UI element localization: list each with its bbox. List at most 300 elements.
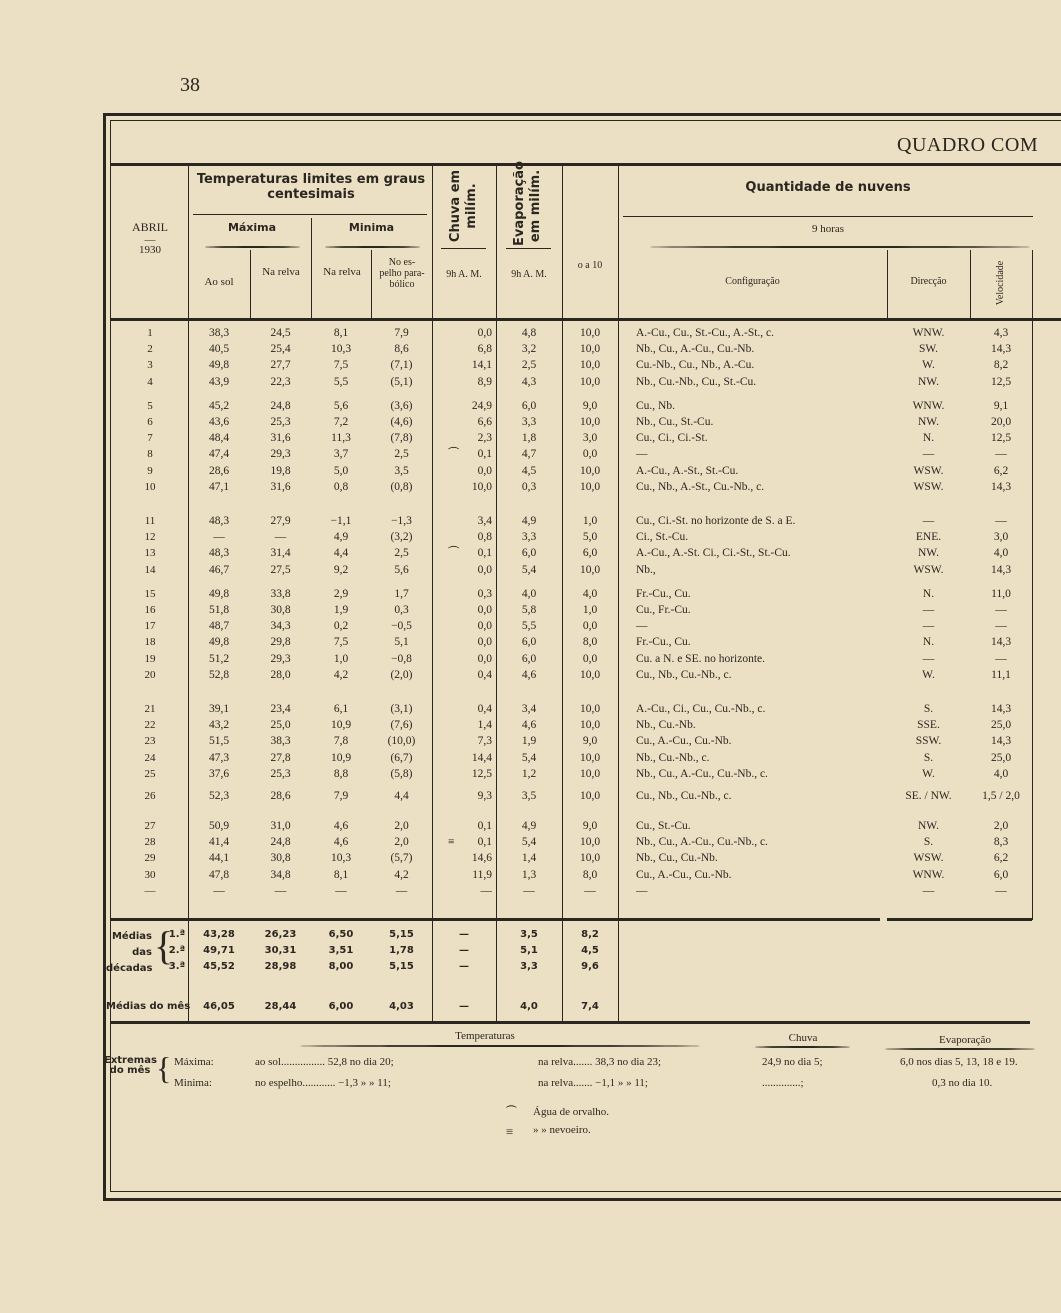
extremas-temp-header: Temperaturas: [455, 1030, 515, 1042]
cell-neb: 10,0: [579, 703, 601, 715]
cell-mrelva: 7,8: [333, 735, 349, 748]
decada-sol: 43,28: [203, 929, 235, 940]
cell-dir: SW.: [918, 343, 939, 356]
decada-neb: 9,6: [581, 961, 599, 972]
col-rule: [618, 165, 619, 1023]
cell-mrelva: 10,9: [330, 751, 352, 764]
cell-neb: 10,0: [579, 480, 601, 493]
extremas-max-chuva: 24,9 no dia 5;: [762, 1056, 823, 1068]
cell-dir: NW.: [918, 416, 939, 428]
cell-esp: 2,5: [394, 547, 409, 560]
extremas-min-espelho: no espelho............ −1,3 » » 11;: [255, 1077, 391, 1089]
cell-dir: SSE.: [917, 719, 940, 732]
cell-mrelva: 5,0: [333, 464, 349, 477]
cell-vel: 4,3: [993, 327, 1009, 339]
cell-neb: 8,0: [582, 636, 598, 649]
cell-chuva: 0,4: [477, 668, 492, 681]
cell-dir: NW.: [918, 547, 939, 560]
cell-evap: 4,6: [521, 719, 537, 732]
nuvens-header: Quantidade de nuvens: [745, 180, 911, 195]
cell-conf: A.-Cu., Ci., Cu., Cu.-Nb., c.: [636, 703, 766, 715]
cell-esp: (0,8): [390, 480, 413, 493]
cell-d: 20: [144, 668, 156, 681]
medias-mes-neb: 7,4: [581, 1001, 599, 1012]
cell-sol: 47,1: [208, 480, 230, 493]
decada-label: 2.ª: [168, 945, 186, 956]
cell-relva: 31,6: [270, 432, 291, 445]
extremas-max-sol: ao sol................ 52,8 no dia 20;: [255, 1056, 394, 1068]
cell-sol: —: [213, 531, 225, 544]
swash: [650, 246, 1030, 248]
extremas-max-evap: 6,0 nos dias 5, 13, 18 e 19.: [900, 1056, 1018, 1068]
cell-evap: 4,3: [521, 375, 537, 388]
cell-evap: 5,4: [521, 751, 537, 764]
row-rule: [623, 216, 1033, 217]
cell-esp: (10,0): [387, 735, 416, 748]
cell-d: 4: [147, 375, 153, 388]
cell-chuva: 0,0: [477, 563, 492, 576]
cell-conf: Nb., Cu., A.-Cu., Cu.-Nb.: [636, 343, 755, 356]
cell-sol: 38,3: [208, 327, 230, 339]
cell-mrelva: 1,9: [333, 604, 349, 616]
cell-chuva: 8,9: [477, 375, 492, 388]
swash: [885, 1048, 1035, 1050]
cell-chuva: 0,0: [477, 620, 492, 633]
cell-evap: 0,3: [521, 480, 537, 493]
decada-label: 3.ª: [168, 961, 186, 972]
cell-relva: 30,8: [270, 604, 291, 616]
extremas-minima-label: Minima:: [174, 1077, 212, 1089]
cell-mrelva: —: [335, 884, 347, 897]
cell-chuva: 0,0: [477, 636, 492, 649]
direccao-header: Direcção: [910, 276, 947, 287]
cell-conf: Nb., Cu., A.-Cu., Cu.-Nb., c.: [636, 767, 768, 780]
cell-vel: 14,3: [990, 563, 1012, 576]
cell-conf: Fr.-Cu., Cu.: [636, 636, 691, 649]
cell-chuva: 7,3: [477, 735, 492, 748]
legend-dew: Água de orvalho.: [533, 1106, 610, 1118]
cell-chuva: 0,0: [477, 652, 492, 665]
cell-evap: 5,8: [521, 604, 537, 616]
decada-evap: 3,3: [520, 961, 538, 972]
cell-conf: Nb., Cu.-Nb., c.: [636, 751, 710, 764]
table-title: QUADRO COM: [897, 134, 1039, 156]
cell-dir: WNW.: [912, 399, 945, 412]
cell-esp: 5,1: [394, 636, 409, 649]
cell-relva: 31,6: [270, 480, 291, 493]
brace: {: [154, 923, 174, 968]
cell-neb: 10,0: [579, 852, 601, 865]
cell-evap: 3,3: [521, 531, 537, 544]
cell-conf: Cu., A.-Cu., Cu.-Nb.: [636, 868, 732, 881]
summary-end-rule: [110, 1021, 1030, 1024]
cell-vel: —: [995, 620, 1007, 633]
cell-neb: 8,0: [582, 868, 598, 881]
cell-esp: (6,7): [390, 751, 413, 764]
cell-sol: 39,1: [208, 703, 230, 715]
temp-header: Temperaturas limites em graus centesimais: [196, 172, 426, 202]
cell-sol: 43,6: [208, 416, 230, 428]
cell-dir: W.: [922, 767, 935, 780]
cell-sol: 46,7: [208, 563, 230, 576]
col-rule: [1032, 320, 1033, 920]
cell-neb: 10,0: [579, 343, 601, 356]
cell-conf: Nb., Cu., A.-Cu., Cu.-Nb., c.: [636, 836, 768, 849]
cell-relva: —: [274, 531, 287, 544]
cell-d: 2: [147, 343, 153, 356]
cell-d: —: [144, 884, 156, 897]
cell-vel: 6,0: [993, 868, 1009, 881]
cell-mrelva: 5,6: [333, 399, 349, 412]
medias-mes-chuva: —: [459, 1001, 469, 1012]
cell-esp: (7,1): [390, 359, 413, 372]
cell-mrelva: 8,8: [333, 767, 349, 780]
cell-d: 16: [144, 604, 156, 616]
decada-esp: 5,15: [389, 961, 414, 972]
cell-relva: 29,3: [270, 652, 291, 665]
cell-evap: 5,5: [521, 620, 537, 633]
cell-d: 7: [147, 432, 153, 445]
cell-chuva: 0,1: [477, 820, 492, 832]
swash: [205, 246, 300, 248]
cell-relva: 27,5: [270, 563, 291, 576]
cell-sol: 47,3: [208, 751, 230, 764]
cell-vel: 11,0: [991, 587, 1011, 600]
medias-mes-relva: 28,44: [264, 1001, 297, 1012]
cell-esp: 4,4: [394, 790, 409, 802]
fog-symbol-icon: ≡: [506, 1124, 514, 1139]
decada-relva: 30,31: [264, 945, 297, 956]
cell-dir: —: [922, 884, 935, 897]
cell-vel: 1,5 / 2,0: [982, 790, 1020, 802]
cell-relva: 23,4: [270, 703, 291, 715]
cell-relva: 34,3: [270, 620, 291, 633]
decada-neb: 4,5: [581, 945, 599, 956]
cell-chuva: 0,3: [477, 587, 492, 600]
cell-esp: (4,6): [390, 416, 413, 428]
month-label: ABRIL: [132, 220, 168, 234]
row-rule: [441, 248, 486, 249]
cell-conf: —: [636, 448, 648, 461]
cell-relva: 24,5: [270, 327, 291, 339]
cell-mrelva: 3,7: [333, 448, 349, 461]
cell-dir: —: [922, 652, 935, 665]
cell-evap: 4,8: [521, 327, 537, 339]
na-relva-min-header: Na relva: [323, 266, 361, 278]
cell-dir: S.: [923, 703, 934, 715]
cell-conf: Cu., Nb., Cu.-Nb., c.: [636, 790, 732, 802]
decada-label: 1.ª: [168, 929, 186, 940]
cell-mrelva: 5,5: [333, 375, 349, 388]
maxima-header: Máxima: [227, 221, 277, 234]
cell-d: 1: [147, 327, 153, 339]
cell-mrelva: 8,1: [333, 868, 349, 881]
cell-relva: 38,3: [270, 735, 291, 748]
cell-mrelva: 7,5: [333, 359, 349, 372]
cell-evap: 4,7: [521, 448, 537, 461]
cell-conf: A.-Cu., A.-St. Ci., Ci.-St., St.-Cu.: [636, 547, 791, 560]
cell-conf: —: [636, 884, 648, 897]
cell-sol: 48,3: [208, 515, 230, 527]
cell-chuva: 3,4: [477, 515, 492, 527]
cell-neb: 1,0: [582, 604, 598, 616]
cell-mrelva: 1,0: [333, 652, 349, 665]
cell-dir: S.: [923, 751, 934, 764]
cell-mrelva: 0,2: [333, 620, 349, 633]
year-dash: —: [144, 234, 156, 246]
cell-dir: SSW.: [915, 735, 942, 748]
cell-vel: 6,2: [993, 852, 1009, 865]
cell-mrelva: 10,9: [330, 719, 352, 732]
cell-conf: Cu., Nb., A.-St., Cu.-Nb., c.: [636, 480, 765, 493]
cell-evap: 1,3: [521, 868, 537, 881]
cell-sol: 43,9: [208, 375, 230, 388]
cell-vel: 14,3: [990, 703, 1012, 715]
decada-evap: 5,1: [520, 945, 538, 956]
cell-d: 11: [144, 515, 156, 527]
cell-evap: 5,4: [521, 836, 537, 849]
cell-evap: 6,0: [521, 547, 537, 560]
cell-chuva: 0,0: [477, 327, 492, 339]
cell-conf: Fr.-Cu., Cu.: [636, 587, 691, 600]
cell-sol: 49,8: [208, 359, 230, 372]
decada-chuva: —: [459, 945, 469, 956]
cell-dir: WNW.: [912, 327, 945, 339]
cell-neb: 10,0: [579, 563, 601, 576]
cell-neb: 0,0: [582, 448, 598, 461]
cell-neb: 10,0: [579, 751, 601, 764]
cell-conf: —: [636, 620, 648, 633]
extremas-chuva-header: Chuva: [788, 1032, 818, 1044]
decada-neb: 8,2: [581, 929, 599, 940]
cell-d: 27: [144, 820, 156, 832]
cell-relva: 34,8: [270, 868, 291, 881]
cell-vel: 8,3: [993, 836, 1009, 849]
cell-evap: 1,8: [521, 432, 537, 445]
cell-d: 21: [144, 703, 156, 715]
cell-sol: 43,2: [208, 719, 230, 732]
cell-d: 28: [144, 836, 156, 849]
cell-mrelva: 7,9: [333, 790, 349, 802]
cell-d: 9: [147, 464, 153, 477]
cell-esp: 5,6: [394, 563, 409, 576]
cell-mrelva: −1,1: [330, 515, 352, 527]
cell-dir: W.: [922, 359, 935, 372]
cell-neb: 9,0: [582, 399, 598, 412]
cell-evap: 6,0: [521, 399, 537, 412]
cell-conf: Nb., Cu., Cu.-Nb.: [636, 852, 718, 865]
cell-mrelva: 4,2: [333, 668, 349, 681]
cell-relva: 24,8: [270, 836, 291, 849]
cell-neb: 3,0: [582, 432, 598, 445]
cell-esp: 7,9: [394, 327, 409, 339]
cell-dir: N.: [922, 432, 935, 445]
no-espelho-header: No es-pelho para-bólico: [379, 257, 425, 290]
decada-evap: 3,5: [520, 929, 538, 940]
brace: {: [156, 1050, 172, 1086]
cell-relva: 27,7: [270, 359, 291, 372]
chuva-header: Chuva em milím.: [448, 169, 479, 243]
cell-neb: 10,0: [579, 416, 601, 428]
cell-sol: 49,8: [208, 587, 230, 600]
cell-chuva: 6,6: [477, 416, 492, 428]
cell-evap: 4,9: [521, 820, 537, 832]
cell-chuva: 0,0: [477, 604, 492, 616]
legend-fog: » » nevoeiro.: [533, 1124, 591, 1136]
decada-chuva: —: [459, 961, 469, 972]
scale-header: o a 10: [577, 260, 603, 271]
cell-relva: 28,0: [270, 668, 291, 681]
cell-d: 25: [144, 767, 156, 780]
cell-vel: —: [995, 652, 1007, 665]
cell-vel: 11,1: [991, 668, 1011, 681]
cell-neb: 10,0: [579, 668, 601, 681]
cell-d: 30: [144, 868, 156, 881]
cell-relva: 29,8: [270, 636, 291, 649]
cell-sol: 50,9: [208, 820, 230, 832]
cell-conf: Cu. a N. e SE. no horizonte.: [636, 652, 766, 665]
cell-conf: Cu.-Nb., Cu., Nb., A.-Cu.: [636, 359, 755, 372]
body-end-rule-right: [887, 918, 1032, 921]
cell-evap: 1,9: [521, 735, 537, 748]
cell-d: 12: [144, 531, 156, 544]
dew-symbol-icon: ⏜: [506, 1106, 517, 1118]
cell-conf: Cu., Fr.-Cu.: [636, 604, 691, 616]
dew-symbol-icon: ⏜: [448, 448, 460, 461]
cell-relva: 27,8: [270, 751, 291, 764]
evaporacao-header: Evaporação em milím.: [512, 161, 543, 246]
cell-evap: 4,5: [521, 464, 537, 477]
cell-vel: —: [995, 884, 1007, 897]
cell-esp: 4,2: [394, 868, 409, 881]
extremas-max-relva: na relva....... 38,3 no dia 23;: [538, 1056, 662, 1068]
medias-mes-espelho: 4,03: [389, 1001, 414, 1012]
cell-sol: 44,1: [208, 852, 230, 865]
cell-mrelva: 0,8: [333, 480, 349, 493]
header-top-rule: [110, 163, 1061, 166]
cell-relva: 28,6: [270, 790, 291, 802]
cell-neb: 9,0: [582, 735, 598, 748]
year-label: 1930: [139, 244, 161, 256]
cell-conf: Nb., Cu., St.-Cu.: [636, 416, 714, 428]
cell-conf: Nb., Cu.-Nb.: [636, 719, 696, 732]
extremas-min-relva: na relva....... −1,1 » » 11;: [538, 1077, 648, 1089]
cell-neb: 4,0: [582, 587, 598, 600]
cell-sol: 52,8: [208, 668, 230, 681]
cell-neb: 6,0: [582, 547, 598, 560]
decada-esp: 1,78: [389, 945, 414, 956]
cell-relva: 22,3: [270, 375, 291, 388]
cell-neb: 1,0: [582, 515, 598, 527]
cell-evap: 6,0: [521, 636, 537, 649]
cell-evap: 3,4: [521, 703, 537, 715]
cell-vel: 4,0: [993, 767, 1009, 780]
cell-chuva: 14,6: [471, 852, 492, 865]
cell-neb: 10,0: [579, 359, 601, 372]
cell-mrelva: 10,3: [330, 852, 352, 865]
cell-vel: 14,3: [990, 636, 1012, 649]
cell-chuva: 0,1: [477, 448, 492, 461]
cell-vel: 8,2: [993, 359, 1009, 372]
cell-d: 8: [147, 448, 153, 461]
cell-vel: 12,5: [990, 375, 1012, 388]
body-end-rule: [110, 918, 880, 921]
cell-evap: 6,0: [521, 652, 537, 665]
cell-evap: 3,3: [521, 416, 537, 428]
cell-mrelva: 4,9: [333, 531, 349, 544]
cell-sol: 28,6: [208, 464, 230, 477]
cell-chuva: 10,0: [471, 480, 492, 493]
row-rule: [506, 248, 551, 249]
cell-vel: 12,5: [990, 432, 1012, 445]
cell-sol: 48,7: [208, 620, 230, 633]
cell-dir: ENE.: [915, 531, 942, 544]
cell-relva: 33,8: [270, 587, 291, 600]
cell-chuva: 6,8: [477, 343, 492, 356]
cell-evap: 1,4: [521, 852, 537, 865]
cell-sol: 51,8: [208, 604, 230, 616]
cell-esp: —: [395, 884, 408, 897]
cell-evap: 4,9: [521, 515, 537, 527]
cell-esp: 1,7: [394, 587, 409, 600]
cell-sol: 45,2: [208, 399, 230, 412]
cell-dir: SE. / NW.: [905, 790, 952, 802]
cell-chuva: 1,4: [477, 719, 492, 732]
cell-sol: 47,8: [208, 868, 230, 881]
na-relva-max-header: Na relva: [262, 266, 300, 278]
cell-mrelva: 4,4: [333, 547, 349, 560]
cell-d: 18: [144, 636, 156, 649]
cell-dir: —: [922, 604, 935, 616]
cell-evap: 4,6: [521, 668, 537, 681]
cell-dir: WSW.: [913, 464, 944, 477]
cell-conf: Cu., Nb.: [636, 399, 675, 412]
cell-esp: (3,1): [390, 703, 413, 715]
dew-symbol-icon: ⏜: [448, 547, 460, 560]
velocidade-header: Velocidade: [995, 260, 1006, 306]
cell-conf: Nb., Cu.-Nb., Cu., St.-Cu.: [636, 375, 757, 388]
extremas-min-evap: 0,3 no dia 10.: [932, 1077, 993, 1089]
cell-evap: 1,2: [521, 767, 537, 780]
swash: [300, 1045, 700, 1047]
cell-d: 22: [144, 719, 156, 732]
cell-chuva: 0,0: [477, 464, 492, 477]
col-rule: [432, 165, 433, 1023]
cell-esp: 0,3: [394, 604, 409, 616]
row-rule: [193, 214, 427, 215]
cell-esp: −0,5: [391, 620, 412, 633]
decada-sol: 45,52: [203, 961, 235, 972]
cell-esp: −0,8: [391, 652, 412, 665]
cell-sol: 51,2: [208, 652, 230, 665]
extremas-min-chuva: ..............;: [762, 1077, 804, 1089]
cell-conf: Cu., A.-Cu., Cu.-Nb.: [636, 735, 732, 748]
medias-mes-label: Médias do mês: [106, 1001, 191, 1012]
cell-neb: —: [584, 884, 596, 897]
cell-neb: 10,0: [579, 375, 601, 388]
cell-relva: 25,4: [270, 343, 291, 356]
page-number: 38: [180, 74, 200, 96]
cell-mrelva: 11,3: [331, 432, 351, 445]
medias-mes-sol: 46,05: [203, 1001, 235, 1012]
cell-d: 14: [144, 563, 156, 576]
cell-vel: —: [995, 604, 1007, 616]
col-rule: [371, 250, 372, 320]
swash: [755, 1046, 850, 1048]
cell-dir: WSW.: [913, 563, 944, 576]
cell-conf: Ci., St.-Cu.: [636, 531, 689, 544]
cell-esp: (3,6): [390, 399, 413, 412]
